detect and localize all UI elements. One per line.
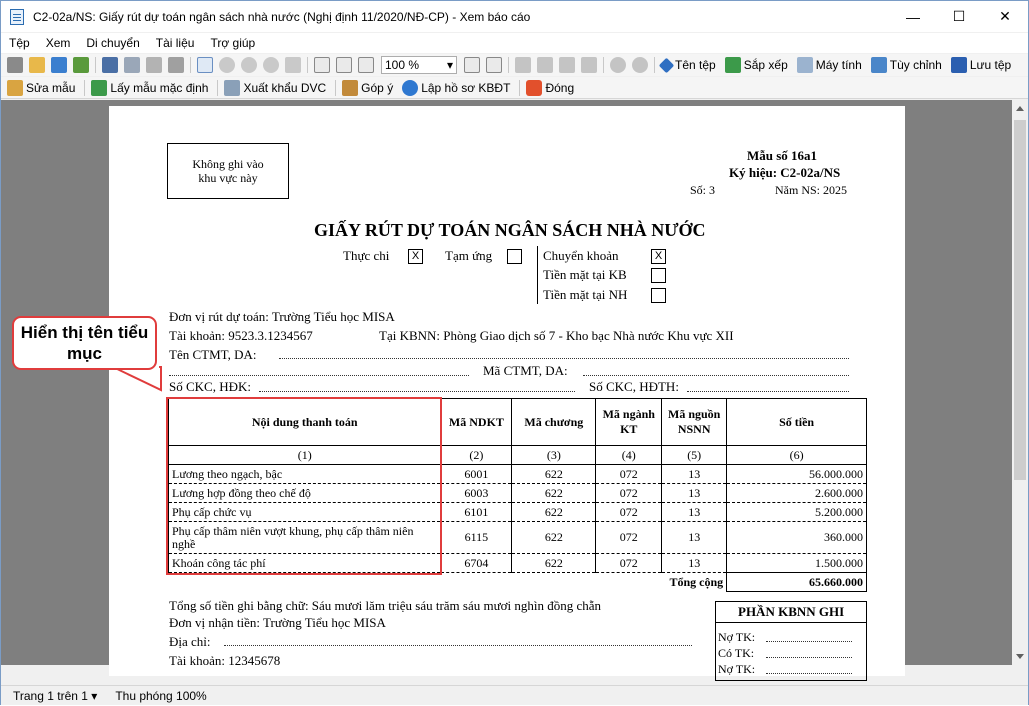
first-page-icon[interactable] [515,57,531,73]
ctmt-name-line-2 [169,366,469,376]
row-content: Phụ cấp chức vụ [169,503,441,522]
menu-view[interactable]: Xem [45,36,71,50]
total-amount: 65.660.000 [727,573,867,592]
minimize-button[interactable]: — [906,8,920,25]
col-chapter-header: Mã chương [512,399,596,446]
menu-bar [1,33,1028,53]
row-source: 13 [662,554,727,573]
scroll-up-icon[interactable] [1016,106,1024,111]
save-file-button[interactable] [948,57,1011,73]
no-write-box [167,143,289,199]
maximize-button[interactable]: ☐ [952,8,966,24]
edit-template-label: Sửa mẫu [26,80,76,95]
export-grid-icon [224,80,240,96]
cash-kb-checkbox[interactable] [651,268,666,283]
col-index: (2) [441,446,512,465]
no-write-line-2: khu vực này [198,171,258,185]
page-view-icon[interactable] [124,57,140,73]
no-write-line-1: Không ghi vào [192,157,264,171]
menu-navigate[interactable]: Di chuyển [86,36,140,50]
address-line [224,636,692,646]
close-report-label: Đóng [545,80,575,95]
transfer-checkbox[interactable]: X [651,249,666,264]
multi-page-icon[interactable] [486,57,502,73]
row-ndkt: 6101 [441,503,512,522]
row-ndkt: 6704 [441,554,512,573]
edit-template-button[interactable] [4,80,75,96]
withdrawing-unit: Đơn vị rút dự toán: Trường Tiểu học MISA [169,309,395,324]
megaphone-icon [342,80,358,96]
secondary-toolbar [1,77,1028,99]
zoom-indicator: Thu phóng 100% [115,688,207,703]
debit-account-label: Nợ TK: [718,630,756,644]
row-chapter: 622 [512,522,596,554]
ctmt-code-line [583,366,849,376]
row-source: 13 [662,503,727,522]
vertical-scrollbar[interactable] [1012,100,1028,665]
feedback-label: Góp ý [361,80,394,95]
page-indicator[interactable] [13,689,97,703]
doc-number: Số: 3 [690,183,716,197]
payee-account: Tài khoản: 12345678 [169,653,281,668]
hand-tool-icon[interactable] [197,57,213,73]
payee-unit: Đơn vị nhận tiền: Trường Tiểu học MISA [169,615,386,630]
row-source: 13 [662,522,727,554]
row-industry: 072 [596,503,662,522]
row-industry: 072 [596,484,662,503]
zoom-tool-icon[interactable] [219,57,235,73]
back-icon[interactable] [610,57,626,73]
amount-in-words: Tổng số tiền ghi bằng chữ: Sáu mươi lăm triệu sáu trăm sáu mươi nghìn đồng chẵn [169,598,602,613]
ctmt-name-label: Tên CTMT, DA: [169,347,257,362]
credit-line [766,648,852,658]
customize-button[interactable] [868,57,942,73]
customize-icon [871,57,887,73]
cash-nh-label: Tiền mặt tại NH [543,287,628,302]
col-amount-header: Số tiền [727,399,867,446]
actual-spend-label: Thực chi [343,248,390,263]
menu-help[interactable]: Trợ giúp [210,36,256,50]
kbdt-button[interactable] [399,80,510,96]
title-bar [1,1,1028,32]
zoom-in-icon[interactable] [241,57,257,73]
row-content: Lương hợp đồng theo chế độ [169,484,441,503]
print-icon[interactable] [7,57,23,73]
feedback-button[interactable] [339,80,393,96]
default-template-label: Lấy mẫu mặc định [110,80,209,95]
report-page [109,106,905,676]
cash-kb-label: Tiền mặt tại KB [543,267,627,282]
diamond-info-icon [659,57,675,73]
advance-label: Tạm ứng [445,248,493,263]
row-ndkt: 6001 [441,465,512,484]
ctmt-name-line [279,349,849,359]
ckc-hdk-line [259,382,575,392]
row-chapter: 622 [512,484,596,503]
next-page-icon[interactable] [559,57,575,73]
export-dvc-label: Xuất khẩu DVC [243,80,327,95]
ckc-hdth-label: Số CKC, HĐTH: [589,379,679,394]
file-name-label: Tên tệp [675,58,716,72]
treasury-section-title: PHẦN KBNN GHI [738,604,845,619]
ctmt-code-label: Mã CTMT, DA: [483,363,568,378]
scroll-thumb[interactable] [1014,120,1026,480]
doc-title: GIẤY RÚT DỰ TOÁN NGÂN SÁCH NHÀ NƯỚC [314,220,706,240]
total-label: Tổng cộng [669,574,724,589]
globe-icon [402,80,418,96]
form-symbol: Ký hiệu: C2-02a/NS [729,165,841,180]
undo-arrow-icon [91,80,107,96]
default-template-button[interactable] [88,80,208,96]
save-icon[interactable] [51,57,67,73]
advance-checkbox[interactable] [507,249,522,264]
row-amount: 1.500.000 [727,554,867,573]
menu-file[interactable]: Tệp [9,36,30,50]
treasury-office: Tại KBNN: Phòng Giao dịch số 7 - Kho bạc Nhà nước Khu vực XII [379,328,734,343]
form-number: Mẫu số 16a1 [747,148,818,163]
row-ndkt: 6003 [441,484,512,503]
actual-size-icon[interactable] [358,57,374,73]
sort-icon [725,57,741,73]
row-content: Khoán công tác phí [169,554,441,573]
computer-button[interactable] [794,57,862,73]
total-row [169,573,867,592]
address-label: Địa chỉ: [169,634,211,649]
find-icon[interactable] [168,57,184,73]
kbdt-label: Lập hồ sơ KBĐT [421,80,511,95]
row-industry: 072 [596,522,662,554]
file-name-button[interactable] [658,58,716,72]
whole-page-icon[interactable] [336,57,352,73]
close-report-button[interactable] [523,80,574,96]
page-setup-icon[interactable] [102,57,118,73]
debit-line-2 [766,664,852,674]
ckc-hdth-line [687,382,849,392]
actual-spend-checkbox[interactable]: X [408,249,423,264]
zoom-value: 100 % [385,58,420,72]
debit-account-label-2: Nợ TK: [718,662,756,676]
window-title: C2-02a/NS: Giấy rút dự toán ngân sách nhà nước (Nghị định 11/2020/NĐ-CP) - Xem báo cáo [33,9,531,24]
export-icon[interactable] [73,57,89,73]
row-source: 13 [662,484,727,503]
close-button[interactable]: ✕ [999,8,1011,24]
row-amount: 56.000.000 [727,465,867,484]
col-industry-header: Mã ngành KT [596,399,662,446]
col-index: (6) [727,446,867,465]
menu-document[interactable]: Tài liệu [155,36,195,50]
divider [537,246,538,304]
callout-note: Hiển thị tên tiểu mục [12,316,157,370]
page-width-icon[interactable] [314,57,330,73]
document-app-icon [10,9,24,25]
account-number: Tài khoản: 9523.3.1234567 [169,328,313,343]
pencil-icon [7,80,23,96]
content-column-highlight [166,397,442,575]
debit-line [766,632,852,642]
treasury-section [715,601,867,681]
row-source: 13 [662,465,727,484]
open-folder-icon[interactable] [29,57,45,73]
col-source-header: Mã nguồn NSNN [662,399,727,446]
zoom-fit-icon[interactable] [285,57,301,73]
row-amount: 360.000 [727,522,867,554]
budget-year: Năm NS: 2025 [775,183,847,197]
row-chapter: 622 [512,554,596,573]
customize-label: Tùy chỉnh [889,58,942,72]
computer-icon [797,57,813,73]
power-icon [526,80,542,96]
col-index: (5) [662,446,727,465]
col-content-header: Nội dung thanh toán [169,399,441,446]
row-industry: 072 [596,465,662,484]
forward-icon[interactable] [632,57,648,73]
status-bar [1,685,1028,705]
chevron-down-icon: ▾ [91,688,98,703]
preview-icon[interactable] [146,57,162,73]
row-amount: 5.200.000 [727,503,867,522]
sort-label: Sắp xếp [743,58,788,72]
row-chapter: 622 [512,503,596,522]
cash-nh-checkbox[interactable] [651,288,666,303]
scroll-down-icon[interactable] [1016,654,1024,659]
last-page-icon[interactable] [581,57,597,73]
zoom-out-icon[interactable] [263,57,279,73]
sort-button[interactable] [722,57,788,73]
main-toolbar [1,54,1028,76]
floppy-icon [951,57,967,73]
credit-account-label: Có TK: [718,646,755,660]
computer-label: Máy tính [815,58,862,72]
col-index: (4) [596,446,662,465]
page-indicator-text: Trang 1 trên 1 [13,688,88,703]
save-file-label: Lưu tệp [969,58,1012,72]
single-page-icon[interactable] [464,57,480,73]
zoom-select[interactable] [381,56,457,74]
col-index: (1) [169,446,441,465]
row-chapter: 622 [512,465,596,484]
col-index: (3) [512,446,596,465]
export-dvc-button[interactable] [221,80,326,96]
transfer-label: Chuyển khoản [543,248,619,263]
prev-page-icon[interactable] [537,57,553,73]
chevron-down-icon: ▾ [446,58,453,72]
row-content: Phụ cấp thâm niên vượt khung, phụ cấp thâm niên nghề [169,522,441,554]
row-content: Lương theo ngạch, bậc [169,465,441,484]
row-ndkt: 6115 [441,522,512,554]
row-industry: 072 [596,554,662,573]
row-amount: 2.600.000 [727,484,867,503]
ckc-hdk-label: Số CKC, HĐK: [169,379,251,394]
col-ndkt-header: Mã NDKT [441,399,512,446]
